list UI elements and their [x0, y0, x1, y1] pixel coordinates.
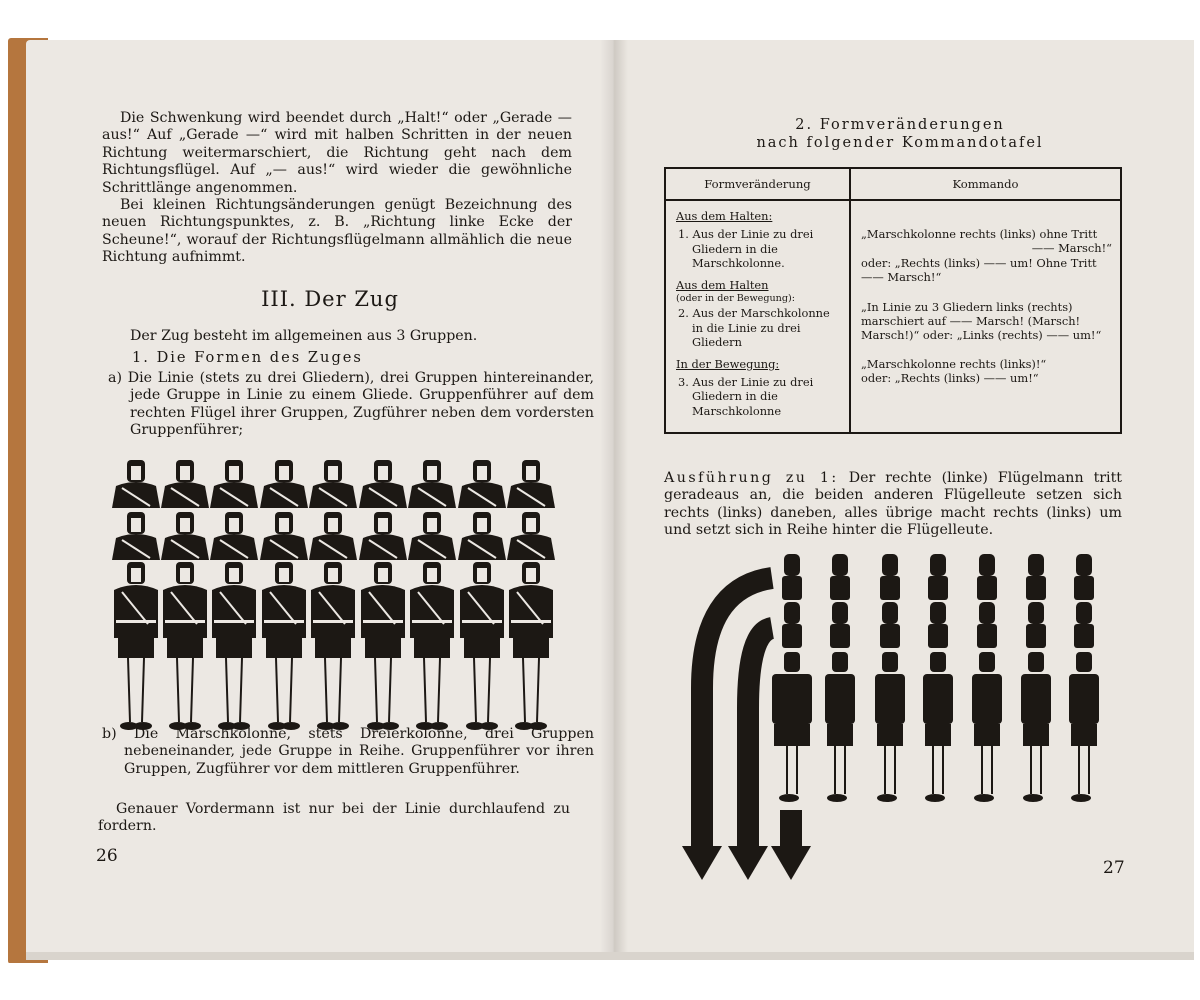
column-soldier-6-rank2 [1026, 602, 1046, 648]
column-soldier-5-rank2 [977, 602, 997, 648]
table-row-2-right: „In Linie zu 3 Gliedern links (rechts) marschiert auf —— Marsch! (Marsch! Marsch!)“ oder: „Links (rechts) —— um!“ [861, 300, 1102, 343]
soldier-rank3-2 [163, 562, 207, 730]
column-soldier-3-rank1 [880, 554, 900, 600]
command-table [664, 167, 1122, 434]
soldier-rank2-6 [359, 512, 407, 560]
table-row-1-right-b: —— Marsch!“ [1031, 241, 1112, 256]
soldier-rank3-6 [361, 562, 405, 730]
table-row-1-right-c: oder: „Rechts (links) —— um! Ohne Tritt —— Marsch!“ [861, 255, 1097, 284]
page-number-left: 26 [96, 846, 118, 866]
marschkolonne-figure [672, 548, 1112, 883]
column-soldier-4-rank3 [923, 652, 953, 802]
soldier-rank1-3 [210, 460, 258, 508]
soldier-rank3-5 [311, 562, 355, 730]
soldier-rank3-1 [114, 562, 158, 730]
soldier-rank1-1 [112, 460, 160, 508]
column-soldier-2-rank1 [830, 554, 850, 600]
soldier-rank1-6 [359, 460, 407, 508]
page-edge-bottom [26, 952, 1194, 960]
table-row-2-left: 2. Aus der Marschkolonne in die Linie zu drei Gliedern [678, 306, 830, 349]
soldier-rank2-1 [112, 512, 160, 560]
table-row-3-right-b: oder: „Rechts (links) —— um!“ [861, 370, 1039, 385]
section-label-2: Aus dem Halten [676, 278, 769, 293]
column-soldier-3-rank3 [875, 652, 905, 802]
soldier-rank1-8 [458, 460, 506, 508]
page-number-right: 27 [1103, 858, 1125, 878]
table-header-formveraenderung: Formveränderung [665, 168, 850, 200]
soldier-rank3-3 [212, 562, 256, 730]
soldier-rank1-7 [408, 460, 456, 508]
execution-text: Der rechte (linke) Flügelmann tritt geradeaus an, die beiden anderen Flügelleute setzen sich rechts (links) daneben, alles übrige macht rechts (links) um und setzt sich in Reihe hinter die Flügelleute. [664, 470, 1122, 539]
line-formation-figure [100, 450, 570, 730]
soldier-rank3-4 [262, 562, 306, 730]
column-soldier-5-rank3 [972, 652, 1002, 802]
paragraph-schwenkung: Die Schwenkung wird beendet durch „Halt!“ oder „Gerade — aus!“ Auf „Gerade —“ wird mit halben Schritten in der neuen Richtung weitermarschiert, die Richtung geht nach dem Richtungsflügel. Auf „— aus!“ wird wieder die gewöhnliche Schrittlänge angenommen. [102, 110, 572, 196]
soldier-rank2-3 [210, 512, 258, 560]
section-label-1: Aus dem Halten: [676, 209, 773, 224]
title-line-2: nach folgender Kommandotafel [756, 134, 1044, 151]
chapter-heading: III. Der Zug [261, 287, 399, 311]
table-col-right [850, 200, 1121, 433]
column-soldier-1-rank1 [782, 554, 802, 600]
soldier-rank3-8 [460, 562, 504, 730]
soldier-rank2-9 [507, 512, 555, 560]
paragraph-richtungsaenderung: Bei kleinen Richtungsänderungen genügt Bezeichnung des neuen Richtungspunktes, z. B. „Richtung linke Ecke der Scheune!“, worauf der Richtungsflügelmann allmählich die neue Richtung aufnimmt. [102, 197, 572, 266]
soldier-rank2-2 [161, 512, 209, 560]
item-a-linie: a) Die Linie (stets zu drei Gliedern), drei Gruppen hintereinander, jede Gruppe in Linie zu einem Gliede. Gruppenführer auf dem rechten Flügel ihrer Gruppen, Zugführer neben dem vordersten Gruppenführer; [108, 370, 594, 439]
column-soldier-7-rank2 [1074, 602, 1094, 648]
column-soldier-2-rank3 [825, 652, 855, 802]
table-row-1-left: 1. Aus der Linie zu drei Gliedern in die Marschkolonne. [678, 227, 814, 270]
column-soldier-4-rank1 [928, 554, 948, 600]
left-top-paragraphs [102, 110, 572, 267]
soldier-rank2-7 [408, 512, 456, 560]
soldier-rank2-4 [260, 512, 308, 560]
section-label-3: In der Bewegung: [676, 357, 780, 372]
bottom-background [0, 963, 1200, 1000]
soldier-rank1-5 [309, 460, 357, 508]
closing-text: Genauer Vordermann ist nur bei der Linie durchlaufend zu fordern. [98, 801, 570, 835]
column-soldier-3-rank2 [880, 602, 900, 648]
column-soldier-6-rank3 [1021, 652, 1051, 802]
soldier-rank2-5 [309, 512, 357, 560]
execution-label: Ausführung zu 1: [664, 470, 839, 486]
soldier-rank3-7 [410, 562, 454, 730]
soldier-rank1-9 [507, 460, 555, 508]
column-soldier-6-rank1 [1026, 554, 1046, 600]
book-gutter [600, 40, 628, 958]
column-soldier-5-rank1 [977, 554, 997, 600]
right-page-title [700, 117, 1100, 152]
top-background [0, 0, 1200, 40]
soldier-rank3-9 [509, 562, 553, 730]
column-soldier-7-rank1 [1074, 554, 1094, 600]
column-soldier-2-rank2 [830, 602, 850, 648]
table-row-3-right-a: „Marschkolonne rechts (links)!“ [861, 356, 1047, 371]
table-header-kommando: Kommando [850, 168, 1121, 200]
soldier-rank2-8 [458, 512, 506, 560]
soldier-rank1-4 [260, 460, 308, 508]
table-col-left [665, 200, 850, 433]
column-soldier-7-rank3 [1069, 652, 1099, 802]
table-row-3-left: 3. Aus der Linie zu drei Gliedern in die Marschkolonne [678, 375, 814, 418]
soldier-rank1-2 [161, 460, 209, 508]
column-soldier-4-rank2 [928, 602, 948, 648]
intro-text: Der Zug besteht im allgemeinen aus 3 Gruppen. [130, 328, 478, 344]
section-heading: 1. Die Formen des Zuges [132, 349, 363, 366]
item-b-marschkolonne: b) Die Marschkolonne, stets Dreierkolonne, drei Gruppen nebeneinander, jede Gruppe in Reihe. Gruppenführer vor ihren Gruppen, Zugführer vor dem mittleren Gruppenführer. [102, 726, 594, 777]
column-soldier-1-rank2 [782, 602, 802, 648]
table-row-1-right-a: „Marschkolonne rechts (links) ohne Tritt [861, 227, 1098, 242]
column-soldier-1-rank3 [772, 652, 812, 802]
execution-paragraph [664, 470, 1122, 540]
title-line-1: 2. Formveränderungen [795, 117, 1005, 133]
section-note-2: (oder in der Bewegung): [676, 293, 795, 305]
